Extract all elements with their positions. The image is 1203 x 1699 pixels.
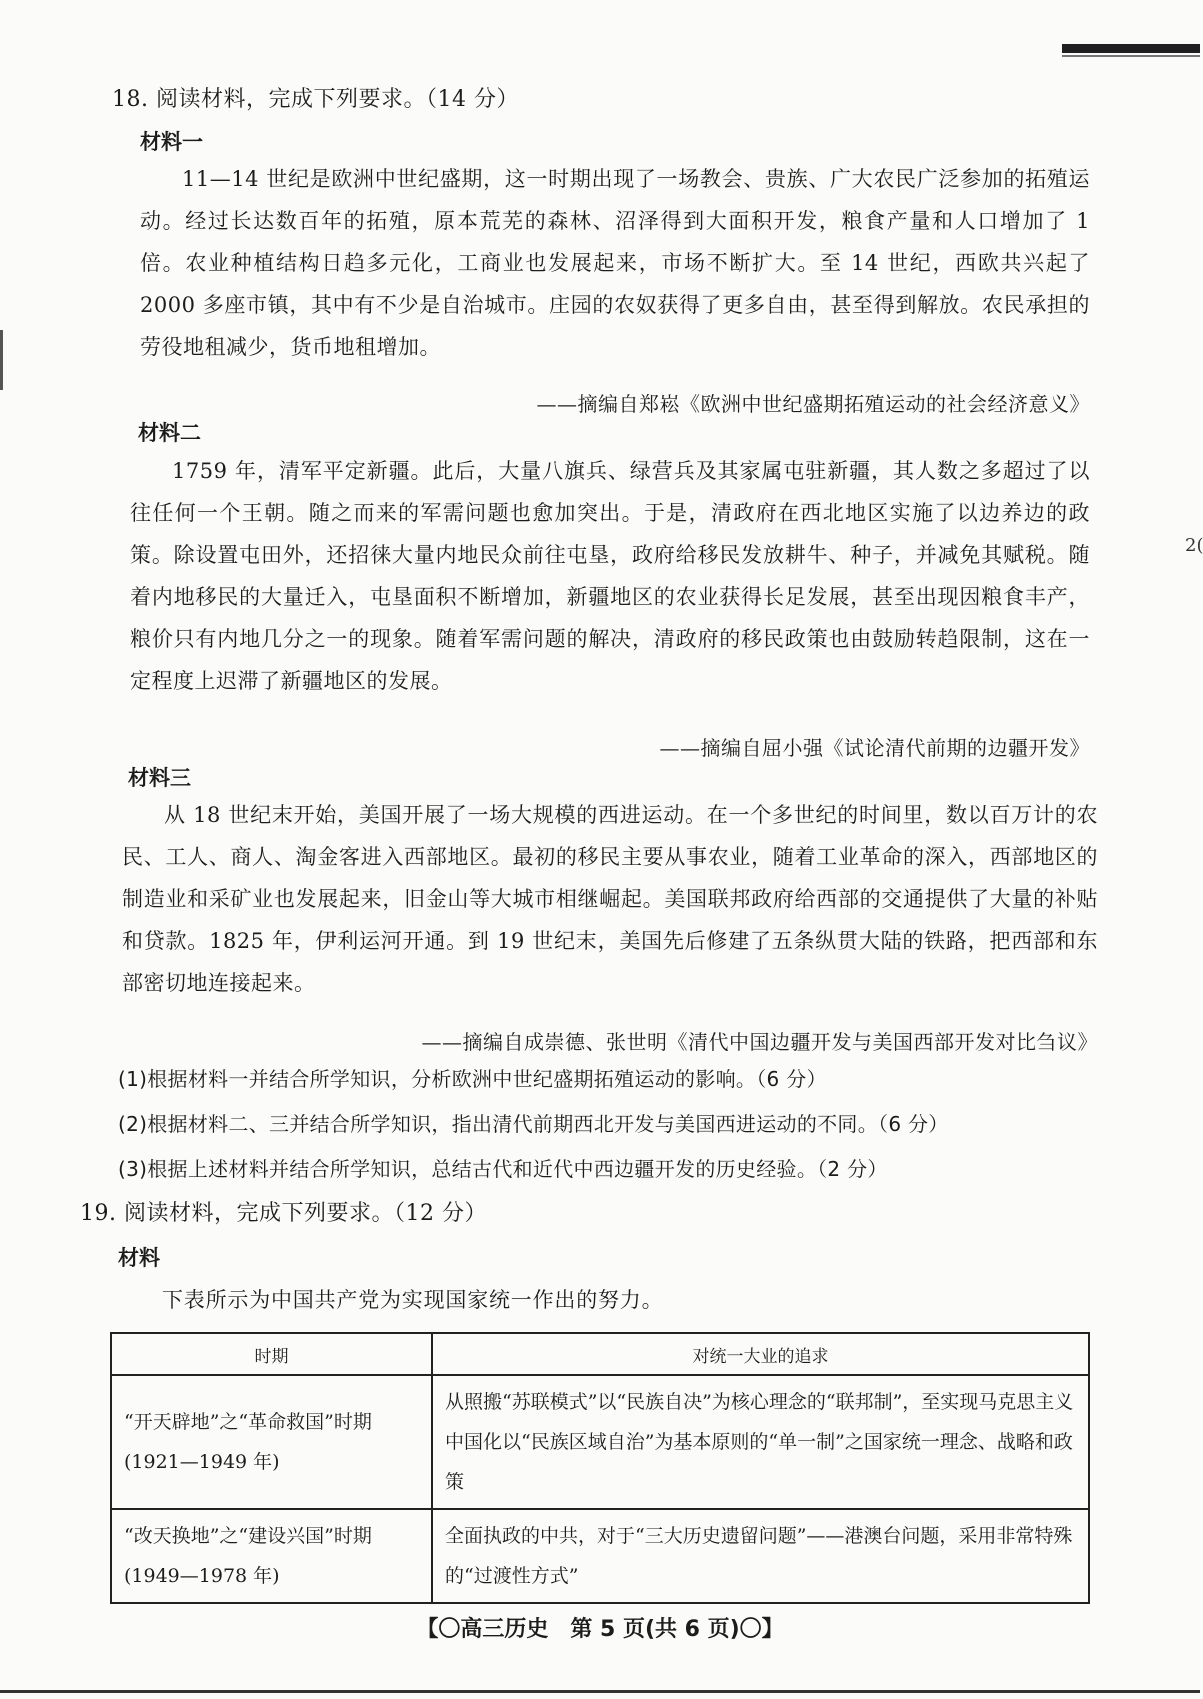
q18-title: 18. 阅读材料，完成下列要求。（14 分） (112, 87, 519, 112)
q19-material-label: 材料 (118, 1246, 160, 1270)
q18-material1-label: 材料一 (140, 130, 203, 154)
table-header-row (111, 1333, 1089, 1375)
q19-table (110, 1332, 1090, 1604)
q18-ask-2: (2)根据材料二、三并结合所学知识，指出清代前期西北开发与美国西进运动的不同。（6 分） (118, 1112, 949, 1136)
table-cell-pursuit: 全面执政的中共，对于“三大历史遗留问题”——港澳台问题，采用非常特殊的“过渡性方式” (432, 1509, 1089, 1603)
scan-left-mark (0, 330, 3, 390)
table-header-period: 时期 (111, 1333, 432, 1375)
q18-material3-text: 从 18 世纪末开始，美国开展了一场大规模的西进运动。在一个多世纪的时间里，数以百万计的农民、工人、商人、淘金客进入西部地区。最初的移民主要从事农业，随着工业革命的深入，西部地区的制造业和采矿业也发展起来，旧金山等大城市相继崛起。美国联邦政府给西部的交通提供了大量的补贴和贷款。1825 年，伊利运河开通。到 19 世纪末，美国先后修建了五条纵贯大陆的铁路，把西部和东部密切地连接起来。 (122, 803, 1098, 995)
table-row (111, 1509, 1089, 1603)
edge-fragment: 2( (1185, 535, 1203, 556)
q18-ask-1: (1)根据材料一并结合所学知识，分析欧洲中世纪盛期拓殖运动的影响。（6 分） (118, 1067, 827, 1091)
table-header-pursuit: 对统一大业的追求 (432, 1333, 1089, 1375)
table-cell-pursuit: 从照搬“苏联模式”以“民族自决”为核心理念的“联邦制”，至实现马克思主义中国化以“民族区域自治”为基本原则的“单一制”之国家统一理念、战略和政策 (432, 1375, 1089, 1509)
table-cell-period: “开天辟地”之“革命救国”时期(1921—1949 年) (111, 1375, 432, 1509)
q18-material2-text: 1759 年，清军平定新疆。此后，大量八旗兵、绿营兵及其家属屯驻新疆，其人数之多超过了以往任何一个王朝。随之而来的军需问题也愈加突出。于是，清政府在西北地区实施了以边养边的政策。除设置屯田外，还招徕大量内地民众前往屯垦，政府给移民发放耕牛、种子，并减免其赋税。随着内地移民的大量迁入，屯垦面积不断增加，新疆地区的农业获得长足发展，甚至出现因粮食丰产，粮价只有内地几分之一的现象。随着军需问题的解决，清政府的移民政策也由鼓励转趋限制，这在一定程度上迟滞了新疆地区的发展。 (130, 459, 1090, 693)
q18-ask-3: (3)根据上述材料并结合所学知识，总结古代和近代中西边疆开发的历史经验。（2 分） (118, 1157, 888, 1181)
scan-edge-bar (1062, 44, 1200, 53)
q18-material2-source: ——摘编自屈小强《试论清代前期的边疆开发》 (659, 736, 1090, 760)
q18-material3-source: ——摘编自成崇德、张世明《清代中国边疆开发与美国西部开发对比刍议》 (421, 1030, 1098, 1054)
q18-material3-label: 材料三 (128, 766, 191, 790)
table-row (111, 1375, 1089, 1509)
q19-intro: 下表所示为中国共产党为实现国家统一作出的努力。 (162, 1288, 664, 1312)
page-footer: 【〇高三历史 第 5 页(共 6 页)〇】 (416, 1617, 784, 1642)
scan-edge-line (1062, 55, 1200, 57)
q19-title: 19. 阅读材料，完成下列要求。（12 分） (80, 1201, 487, 1226)
table-cell-period: “改天换地”之“建设兴国”时期(1949—1978 年) (111, 1509, 432, 1603)
q18-material1-source: ——摘编自郑崧《欧洲中世纪盛期拓殖运动的社会经济意义》 (536, 392, 1090, 416)
q18-material1-text: 11—14 世纪是欧洲中世纪盛期，这一时期出现了一场教会、贵族、广大农民广泛参加的拓殖运动。经过长达数百年的拓殖，原本荒芜的森林、沼泽得到大面积开发，粮食产量和人口增加了 1 倍。农业种植结构日趋多元化，工商业也发展起来，市场不断扩大。至 14 世纪，西欧共兴起了 2000 多座市镇，其中有不少是自治城市。庄园的农奴获得了更多自由，甚至得到解放。农民承担的劳役地租减少，货币地租增加。 (140, 167, 1090, 359)
q18-material2-label: 材料二 (138, 421, 201, 445)
scan-bottom-edge (0, 1690, 1200, 1693)
